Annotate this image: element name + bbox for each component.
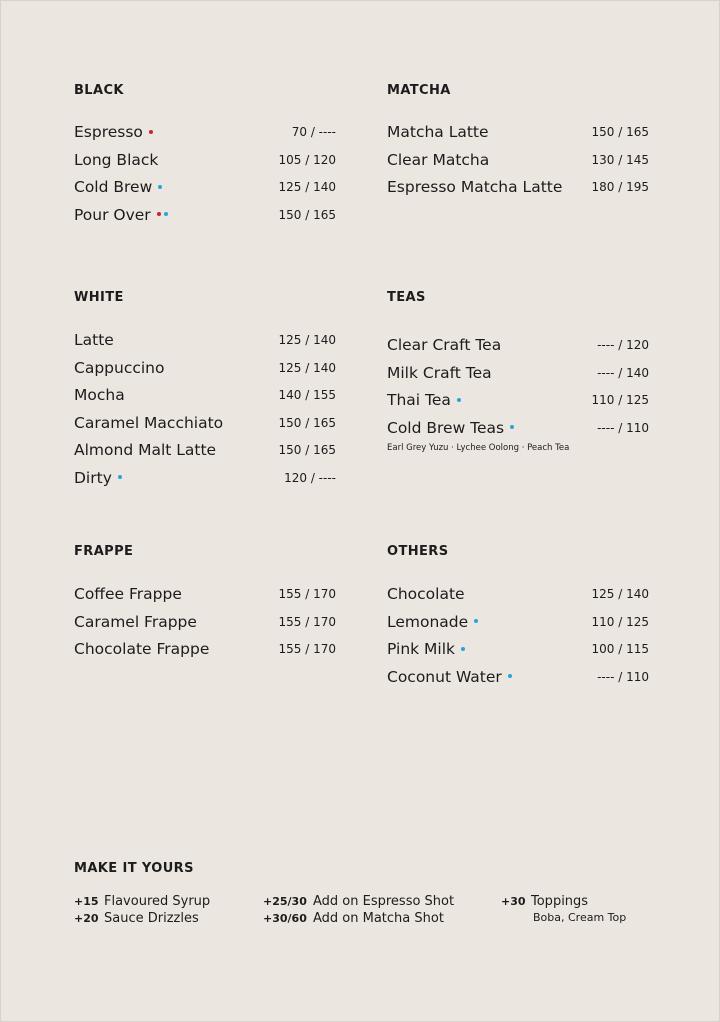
item-name: Pour Over: [74, 205, 151, 224]
blue-dot-icon: [461, 647, 465, 651]
item-price: 150 / 165: [278, 207, 336, 222]
item-name: Mocha: [74, 386, 125, 404]
addon-row: [263, 893, 454, 910]
section-black: [74, 83, 336, 224]
item-price: 120 / ----: [284, 470, 336, 485]
item-name: Matcha Latte: [387, 123, 489, 141]
item-price: ---- / 120: [597, 338, 649, 352]
item-price: ---- / 140: [597, 365, 649, 380]
red-dot-icon: [149, 130, 153, 134]
section-title: BLACK: [74, 83, 124, 98]
item-name: Latte: [74, 331, 114, 349]
section-others: [387, 544, 649, 686]
addon-row: [501, 893, 626, 910]
section-matcha: [387, 83, 649, 196]
item-price: 180 / 195: [591, 180, 649, 194]
addons-column-syrups: [74, 893, 210, 927]
item-name: Coffee Frappe: [74, 585, 182, 603]
addons-column-toppings: [501, 893, 626, 926]
item-price: 105 / 120: [278, 152, 336, 167]
section-title: FRAPPE: [74, 544, 134, 559]
item-name: Caramel Frappe: [74, 612, 197, 631]
item-name: Dirty: [74, 468, 112, 487]
blue-dot-icon: [158, 185, 162, 189]
menu-item-chocolate-frappe: [74, 635, 336, 663]
addon-label: Add on Matcha Shot: [313, 911, 444, 926]
addon-price: +30: [501, 895, 526, 908]
addon-label: Sauce Drizzles: [104, 911, 199, 926]
item-price: 125 / 140: [278, 333, 336, 347]
item-price: 125 / 140: [278, 360, 336, 375]
menu-item-clear-matcha: [387, 146, 649, 174]
menu-item-matcha-latte: [387, 118, 649, 146]
addon-price: +30/60: [263, 912, 307, 925]
addon-label: Flavoured Syrup: [104, 894, 211, 909]
addon-price: +20: [74, 912, 99, 925]
item-name: Coconut Water: [387, 667, 502, 686]
menu-item-coconut-water: [387, 663, 649, 691]
menu-item-thai-tea: [387, 386, 649, 414]
item-price: 100 / 115: [591, 642, 649, 656]
menu-item-mocha: [74, 381, 336, 409]
section-teas: [387, 290, 649, 453]
section-frappe: [74, 544, 336, 658]
toppings-options: Boba, Cream Top: [533, 911, 627, 924]
section-make-it-yours: [74, 861, 674, 926]
addon-row: [74, 910, 210, 927]
item-price: 150 / 165: [278, 415, 336, 430]
item-name: Clear Matcha: [387, 150, 490, 169]
addons-column-shots: [263, 893, 454, 927]
blue-dot-icon: [457, 398, 461, 402]
item-price: ---- / 110: [597, 420, 649, 435]
menu-item-almond-malt-latte: [74, 436, 336, 464]
section-title: MAKE IT YOURS: [74, 861, 194, 876]
menu-item-caramel-frappe: [74, 608, 336, 636]
menu-item-pour-over: [74, 201, 336, 229]
item-price: 140 / 155: [278, 388, 336, 402]
menu-item-chocolate: [387, 580, 649, 608]
section-white: [74, 290, 336, 487]
item-price: 125 / 140: [278, 180, 336, 194]
addon-price: +25/30: [263, 895, 307, 908]
item-name: Pink Milk: [387, 640, 456, 658]
menu-item-latte: [74, 326, 336, 354]
addon-label: Add on Espresso Shot: [313, 894, 455, 909]
blue-dot-icon: [474, 619, 478, 623]
item-price: 110 / 125: [591, 393, 649, 407]
item-name: Cappuccino: [74, 358, 165, 377]
item-price: 70 / ----: [291, 125, 336, 139]
item-price: 150 / 165: [591, 125, 649, 139]
item-price: 125 / 140: [591, 587, 649, 601]
menu-item-espresso-matcha-latte: [387, 173, 649, 201]
blue-dot-icon: [118, 475, 122, 479]
menu-item-pink-milk: [387, 635, 649, 663]
item-name: Cold Brew Teas: [387, 418, 505, 437]
menu-item-long-black: [74, 146, 336, 174]
menu-item-espresso: [74, 118, 336, 146]
item-name: Clear Craft Tea: [387, 336, 502, 354]
menu-item-coffee-frappe: [74, 580, 336, 608]
blue-dot-icon: [508, 674, 512, 678]
item-price: 150 / 165: [278, 443, 336, 457]
blue-dot-icon: [164, 212, 168, 216]
menu-item-cold-brew-teas: [387, 414, 649, 442]
item-name: Chocolate: [387, 585, 465, 603]
addon-label: Toppings: [531, 894, 589, 909]
menu-item-dirty: [74, 464, 336, 492]
tea-flavours-note: Earl Grey Yuzu · Lychee Oolong · Peach Tea: [387, 443, 570, 453]
item-name: Espresso: [74, 123, 143, 141]
item-price: 155 / 170: [278, 642, 336, 656]
item-price: 130 / 145: [591, 152, 649, 167]
menu-item-cold-brew: [74, 173, 336, 201]
menu-item-milk-craft-tea: [387, 359, 649, 387]
menu-item-cappuccino: [74, 354, 336, 382]
item-price: 155 / 170: [278, 587, 336, 601]
item-name: Lemonade: [387, 612, 469, 631]
menu-item-caramel-macchiato: [74, 409, 336, 437]
section-title: TEAS: [387, 290, 426, 305]
item-name: Milk Craft Tea: [387, 363, 492, 382]
item-price: ---- / 110: [597, 669, 649, 684]
section-title: WHITE: [74, 290, 124, 305]
item-price: 110 / 125: [591, 614, 649, 629]
menu-item-clear-craft-tea: [387, 331, 649, 359]
item-name: Espresso Matcha Latte: [387, 178, 563, 196]
item-name: Cold Brew: [74, 178, 153, 196]
section-title: MATCHA: [387, 83, 451, 98]
item-price: 155 / 170: [278, 614, 336, 629]
addon-row: [74, 893, 210, 910]
item-name: Chocolate Frappe: [74, 640, 210, 658]
item-name: Almond Malt Latte: [74, 441, 217, 459]
item-name: Caramel Macchiato: [74, 413, 224, 432]
red-dot-icon: [157, 212, 161, 216]
item-name: Long Black: [74, 150, 159, 169]
menu-item-lemonade: [387, 608, 649, 636]
blue-dot-icon: [510, 425, 514, 429]
addon-row: [263, 910, 454, 927]
section-title: OTHERS: [387, 544, 449, 559]
item-name: Thai Tea: [387, 391, 451, 409]
addon-price: +15: [74, 895, 99, 908]
